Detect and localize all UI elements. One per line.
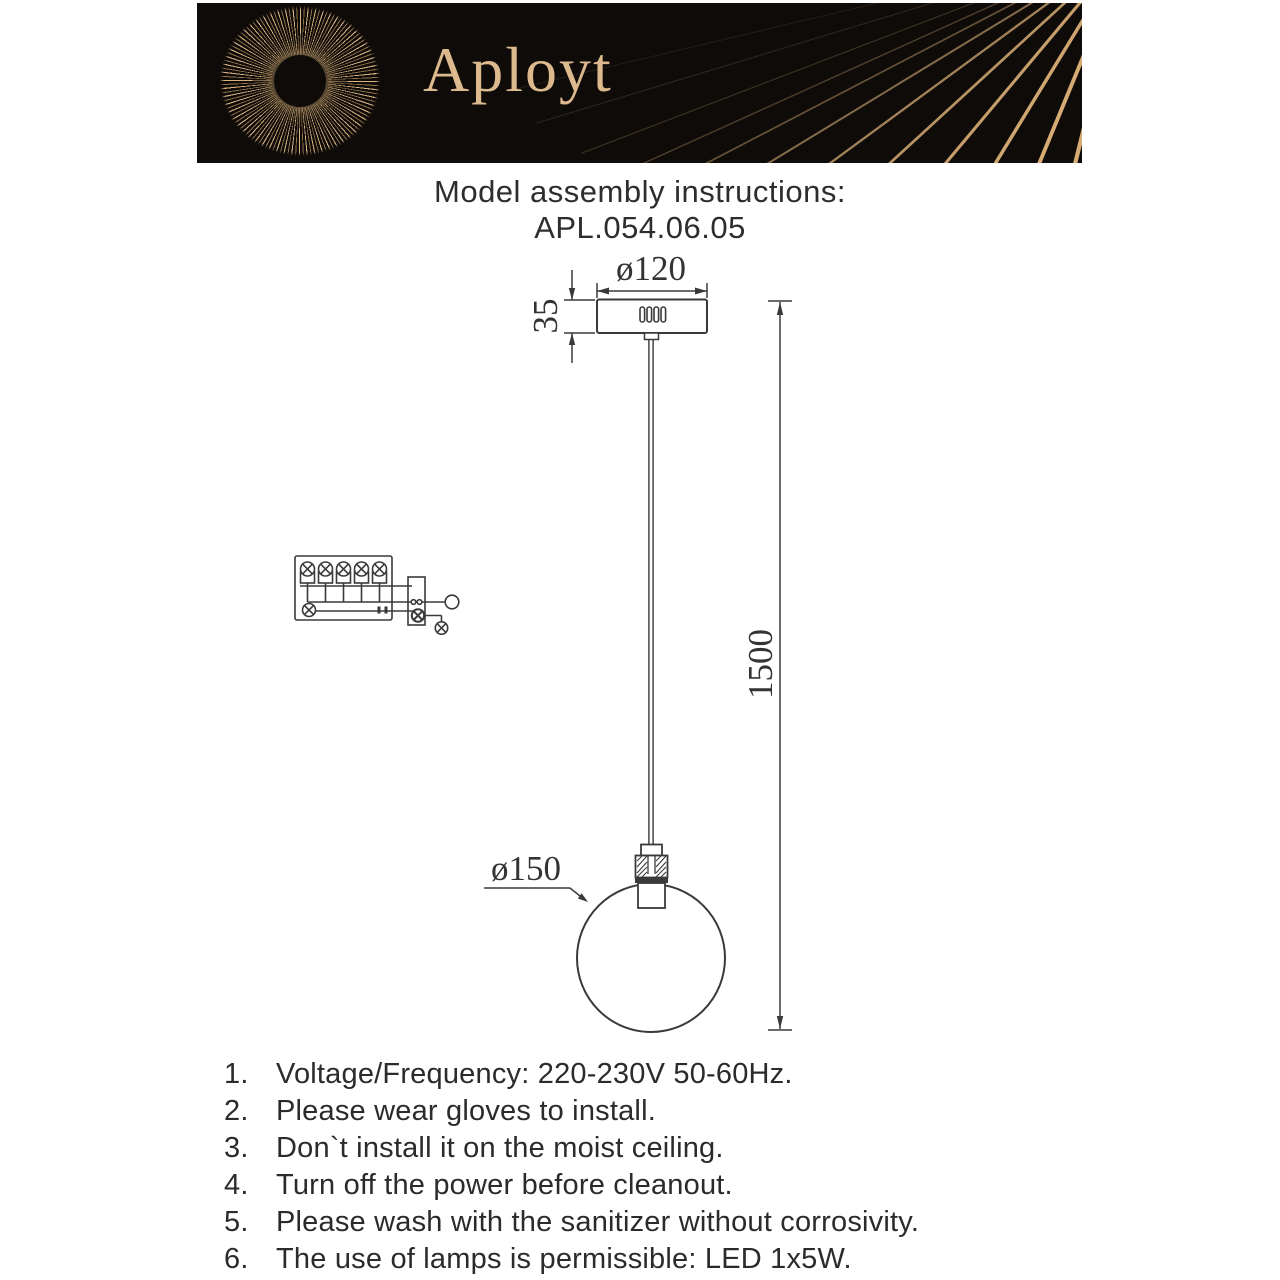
instruction-number: 3. bbox=[224, 1132, 249, 1164]
instruction-text: The use of lamps is permissible: LED 1x5W. bbox=[276, 1243, 852, 1275]
technical-drawing bbox=[280, 250, 800, 1040]
instruction-list bbox=[218, 1058, 1138, 1280]
instruction-text: Voltage/Frequency: 220-230V 50-60Hz. bbox=[276, 1058, 793, 1090]
instruction-number: 1. bbox=[224, 1058, 249, 1090]
instruction-text: Don`t install it on the moist ceiling. bbox=[276, 1132, 724, 1164]
sheet-title: Model assembly instructions: bbox=[434, 174, 846, 209]
instruction-number: 5. bbox=[224, 1206, 249, 1238]
model-number: APL.054.06.05 bbox=[534, 210, 746, 245]
dim-canopy-height: 35 bbox=[526, 298, 565, 334]
dim-pendant-length: 1500 bbox=[741, 629, 780, 699]
instruction-text: Please wash with the sanitizer without corrosivity. bbox=[276, 1206, 920, 1238]
rays-decoration-icon bbox=[197, 3, 1082, 163]
instruction-item bbox=[218, 1243, 1138, 1280]
instruction-number: 4. bbox=[224, 1169, 249, 1201]
instruction-item bbox=[218, 1206, 1138, 1243]
instruction-number: 6. bbox=[224, 1243, 249, 1275]
instruction-item bbox=[218, 1169, 1138, 1206]
instruction-text: Turn off the power before cleanout. bbox=[276, 1169, 733, 1201]
instruction-text: Please wear gloves to install. bbox=[276, 1095, 656, 1127]
brand-banner bbox=[197, 3, 1082, 163]
leader-shade-diameter bbox=[484, 888, 588, 902]
wiring-diagram bbox=[295, 556, 459, 634]
instruction-number: 2. bbox=[224, 1095, 249, 1127]
instruction-item bbox=[218, 1058, 1138, 1095]
dim-shade-diameter: ø150 bbox=[491, 849, 561, 888]
instruction-item bbox=[218, 1132, 1138, 1169]
instruction-item bbox=[218, 1095, 1138, 1132]
dim-canopy-diameter: ø120 bbox=[616, 249, 686, 288]
brand-name: Aployt bbox=[423, 34, 613, 105]
